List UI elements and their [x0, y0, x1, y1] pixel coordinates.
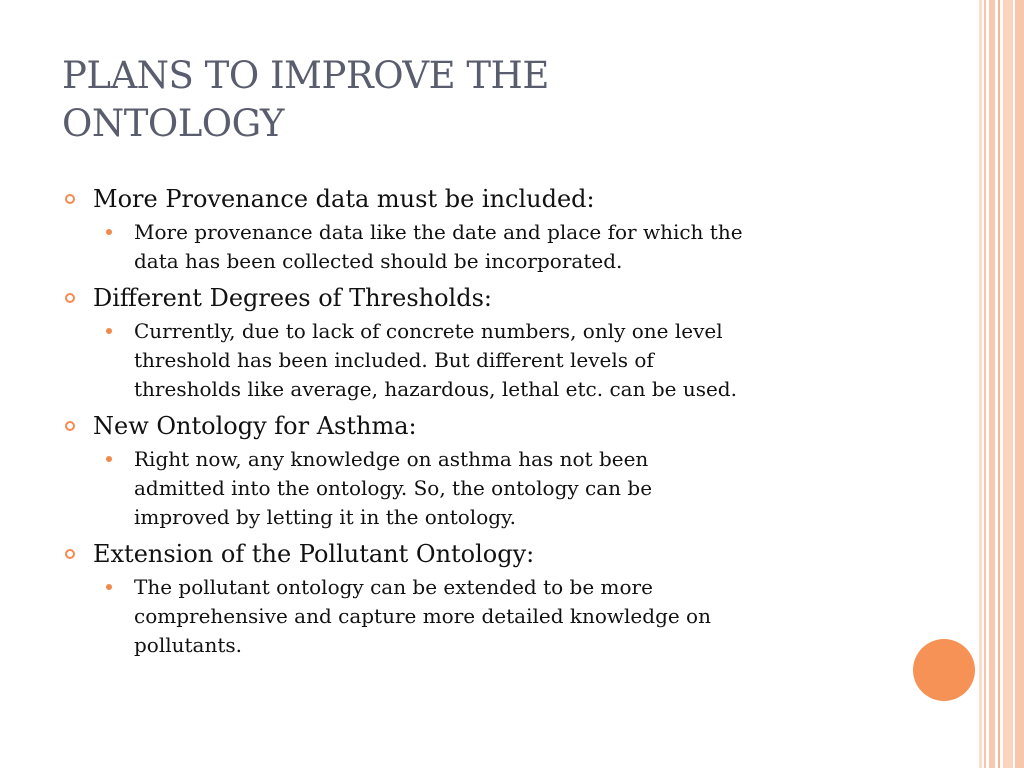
sub-bullet-item: [62, 445, 902, 532]
bullet-heading: More Provenance data must be included:: [93, 185, 595, 213]
bullet-item-asthma: [62, 411, 902, 441]
slide-title: [62, 52, 922, 148]
bullet-item-provenance: [62, 184, 902, 214]
circle-bullet-icon: [65, 549, 75, 559]
sub-bullet-line: The pollutant ontology can be extended to be more: [134, 575, 653, 599]
sub-bullet-line: Currently, due to lack of concrete numbers, only one level: [134, 319, 723, 343]
sub-bullet-line: comprehensive and capture more detailed knowledge on: [134, 604, 711, 628]
bullet-heading: Extension of the Pollutant Ontology:: [93, 540, 535, 568]
sub-bullet-line: thresholds like average, hazardous, lethal etc. can be used.: [134, 377, 737, 401]
dot-bullet-icon: [106, 456, 112, 462]
slide-title-line-1: PLANS TO IMPROVE THE: [62, 54, 549, 97]
sub-bullet-item: [62, 573, 902, 660]
decor-stripe-2: [984, 0, 986, 768]
dot-bullet-icon: [106, 584, 112, 590]
sub-bullet-line: admitted into the ontology. So, the ontology can be: [134, 476, 653, 500]
decor-stripe-4: [998, 0, 1000, 768]
circle-bullet-icon: [65, 194, 75, 204]
sub-bullet-line: data has been collected should be incorporated.: [134, 249, 623, 273]
sub-bullet-item: [62, 317, 902, 404]
sub-bullet-line: pollutants.: [134, 633, 243, 657]
bullet-heading: Different Degrees of Thresholds:: [93, 284, 492, 312]
bullet-heading: New Ontology for Asthma:: [93, 412, 417, 440]
dot-bullet-icon: [106, 229, 112, 235]
sub-bullet-item: [62, 218, 902, 276]
sub-bullet-line: Right now, any knowledge on asthma has not been: [134, 447, 649, 471]
slide-title-line-2: ONTOLOGY: [62, 102, 284, 145]
circle-bullet-icon: [65, 421, 75, 431]
decor-circle: [913, 639, 975, 701]
sub-bullet-line: threshold has been included. But different levels of: [134, 348, 654, 372]
sub-bullet-line: More provenance data like the date and place for which the: [134, 220, 743, 244]
slide-body: [62, 184, 902, 667]
decor-stripe-3: [989, 0, 995, 768]
dot-bullet-icon: [106, 328, 112, 334]
bullet-item-thresholds: [62, 283, 902, 313]
decor-stripe-6: [1015, 0, 1024, 768]
sub-bullet-line: improved by letting it in the ontology.: [134, 505, 517, 529]
circle-bullet-icon: [65, 293, 75, 303]
bullet-item-pollutant: [62, 539, 902, 569]
decor-stripe-1: [979, 0, 982, 768]
decor-stripe-5: [1003, 0, 1013, 768]
